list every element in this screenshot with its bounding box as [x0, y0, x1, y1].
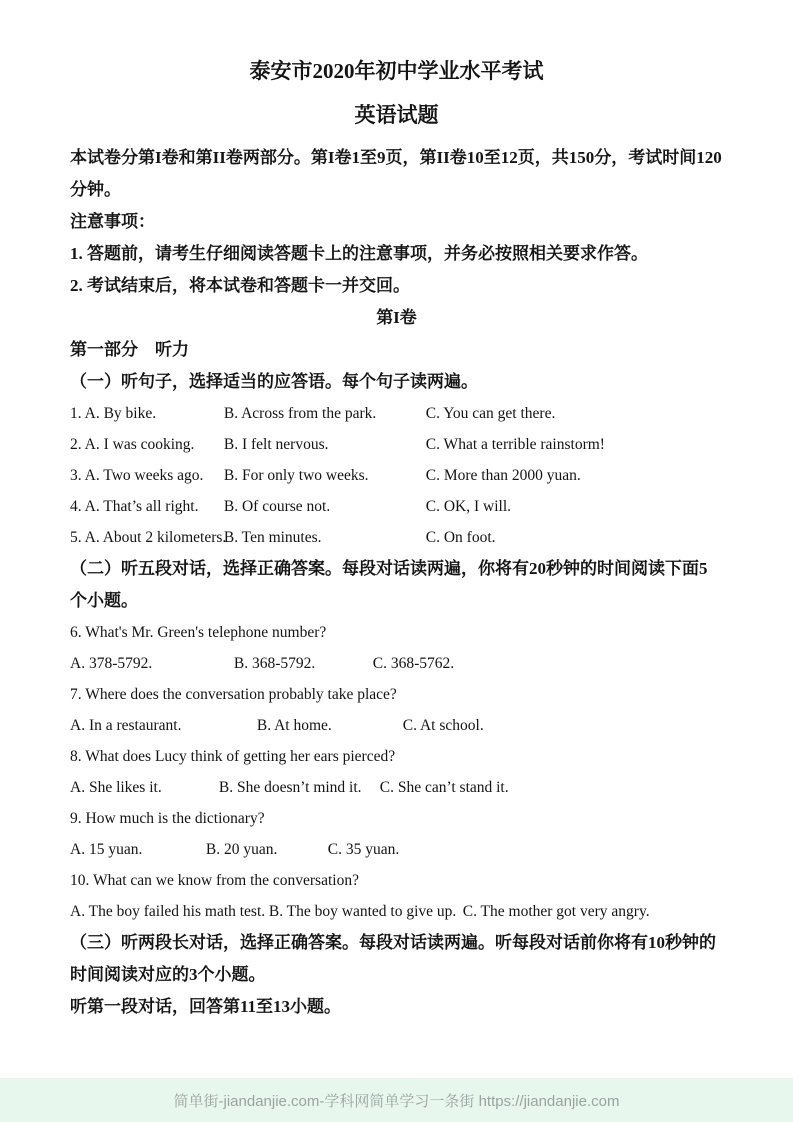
q8-text: 8. What does Lucy think of getting her ears pierced? [70, 748, 396, 765]
q6-option-b: B. 368-5792. [233, 655, 316, 672]
q3-option-a: 3. A. Two weeks ago. [70, 467, 204, 484]
q6-text: 6. What's Mr. Green's telephone number? [70, 624, 327, 641]
notice-item-1: 1. 答题前，请考生仔细阅读答题卡上的注意事项，并务必按照相关要求作答。 [70, 244, 648, 263]
listening-section-3-heading: （三）听两段长对话，选择正确答案。每段对话读两遍。听每段对话前你将有10秒钟的时间阅读对应的3个小题。 [70, 933, 716, 984]
q6-option-c: C. 368-5762. [372, 655, 455, 672]
q9-option-a: A. 15 yuan. [70, 841, 143, 858]
q4-options-row [70, 491, 723, 522]
q1-option-c: C. You can get there. [425, 405, 556, 422]
q8-option-c: C. She can’t stand it. [379, 779, 509, 796]
q10-option-a: A. The boy failed his math test. [70, 903, 266, 920]
notice-item-2: 2. 考试结束后，将本试卷和答题卡一并交回。 [70, 276, 410, 295]
q8-options-row [70, 772, 723, 803]
q3-option-c: C. More than 2000 yuan. [425, 467, 581, 484]
q1-options-row [70, 398, 723, 429]
q5-option-a: 5. A. About 2 kilometers. [70, 529, 227, 546]
q4-option-b: B. Of course not. [223, 498, 331, 515]
footer-bar [0, 1078, 793, 1122]
q9-text: 9. How much is the dictionary? [70, 810, 265, 827]
q9-options-row [70, 834, 723, 865]
q3-options-row [70, 460, 723, 491]
q2-option-b: B. I felt nervous. [223, 436, 329, 453]
q9-option-b: B. 20 yuan. [205, 841, 278, 858]
q7-option-a: A. In a restaurant. [70, 717, 182, 734]
q8-option-a: A. She likes it. [70, 779, 162, 796]
q4-option-c: C. OK, I will. [425, 498, 511, 515]
q2-option-c: C. What a terrible rainstorm! [425, 436, 605, 453]
q5-option-c: C. On foot. [425, 529, 496, 546]
q2-option-a: 2. A. I was cooking. [70, 436, 195, 453]
q7-text: 7. Where does the conversation probably take place? [70, 686, 397, 703]
q1-option-a: 1. A. By bike. [70, 405, 157, 422]
q7-option-b: B. At home. [256, 717, 332, 734]
q7-options-row [70, 710, 723, 741]
q2-options-row [70, 429, 723, 460]
exam-title: 泰安市2020年初中学业水平考试 [249, 59, 544, 83]
listening-section-2-heading: （二）听五段对话，选择正确答案。每段对话读两遍，你将有20秒钟的时间阅读下面5个小题。 [70, 559, 708, 610]
part-1-heading: 第一部分 听力 [70, 340, 189, 359]
q9-option-c: C. 35 yuan. [327, 841, 400, 858]
listening-section-1-heading: （一）听句子，选择适当的应答语。每个句子读两遍。 [70, 372, 478, 391]
dialog-1-instruction: 听第一段对话，回答第11至13小题。 [70, 997, 342, 1016]
footer-watermark-text: 简单街-jiandanjie.com-学科网简单学习一条街 https://jiandanjie.com [173, 1092, 620, 1110]
q10-options-row [70, 896, 723, 927]
q10-option-c: C. The mother got very angry. [462, 903, 650, 920]
exam-subtitle: 英语试题 [354, 103, 439, 127]
q6-options-row [70, 648, 723, 679]
q1-option-b: B. Across from the park. [223, 405, 377, 422]
q5-option-b: B. Ten minutes. [223, 529, 322, 546]
q7-option-c: C. At school. [402, 717, 484, 734]
volume-1-heading: 第I卷 [376, 308, 417, 327]
notice-heading: 注意事项： [70, 212, 155, 231]
q5-options-row [70, 522, 723, 553]
exam-info: 本试卷分第I卷和第II卷两部分。第I卷1至9页，第II卷10至12页，共150分，考试时间120分钟。 [70, 148, 722, 199]
q10-text: 10. What can we know from the conversation? [70, 872, 359, 889]
q8-option-b: B. She doesn’t mind it. [218, 779, 362, 796]
q6-option-a: A. 378-5792. [70, 655, 153, 672]
q3-option-b: B. For only two weeks. [223, 467, 369, 484]
q10-option-b: B. The boy wanted to give up. [268, 903, 457, 920]
q4-option-a: 4. A. That’s all right. [70, 498, 199, 515]
